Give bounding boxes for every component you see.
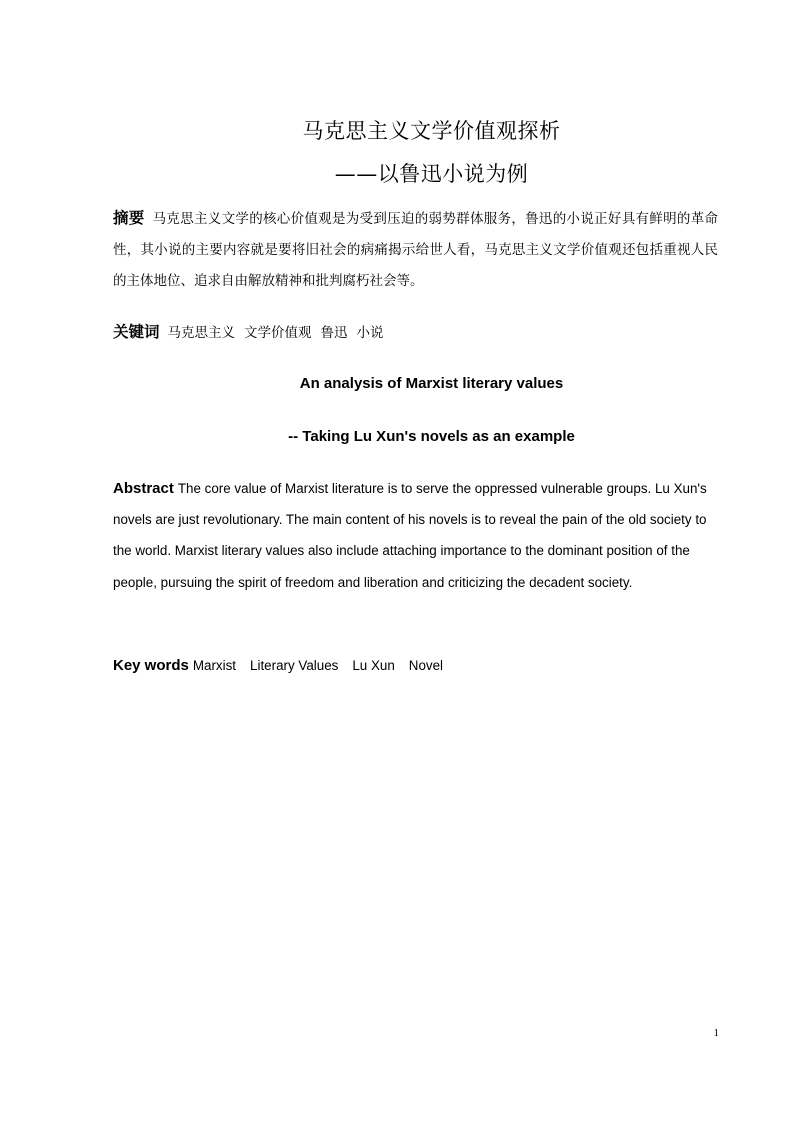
english-keyword: Novel	[408, 658, 444, 673]
english-keyword: Marxist	[192, 658, 237, 673]
english-abstract	[113, 473, 721, 598]
chinese-keywords	[113, 317, 718, 349]
english-keyword: Lu Xun	[352, 658, 395, 673]
chinese-keywords-label: 关键词	[113, 323, 160, 341]
english-keyword: Literary Values	[250, 658, 339, 673]
chinese-abstract-label: 摘要	[113, 209, 145, 227]
english-title: An analysis of Marxist literary values	[299, 375, 564, 392]
english-abstract-text: The core value of Marxist literature is to serve the oppressed vulnerable groups. Lu Xun's novels are just revolutionary. The main content of his novels is to reveal the pain of the old society to the world. Marxist literary values also include attaching importance to the dominant position of the people, pursuing the spirit of freedom and liberation and criticizing the decadent society.	[113, 481, 707, 590]
chinese-keyword: 鲁迅	[320, 325, 348, 341]
english-subtitle: -- Taking Lu Xun's novels as an example	[288, 428, 575, 445]
page-number: 1	[713, 1027, 719, 1039]
chinese-title: 马克思主义文学价值观探析	[302, 119, 561, 143]
chinese-subtitle: ——以鲁迅小说为例	[334, 162, 529, 186]
chinese-keyword: 文学价值观	[244, 325, 312, 341]
chinese-abstract	[113, 203, 718, 297]
english-keywords-label: Key words	[113, 657, 189, 674]
chinese-keyword: 马克思主义	[167, 325, 236, 341]
english-keywords	[113, 650, 721, 681]
chinese-abstract-text: 马克思主义文学的核心价值观是为受到压迫的弱势群体服务，鲁迅的小说正好具有鲜明的革命性，其小说的主要内容就是要将旧社会的病痛揭示给世人看，马克思主义文学价值观还包括重视人民的主体地位、追求自由解放精神和批判腐朽社会等。	[113, 211, 718, 289]
english-abstract-label: Abstract	[113, 480, 174, 497]
chinese-keyword: 小说	[356, 325, 384, 341]
